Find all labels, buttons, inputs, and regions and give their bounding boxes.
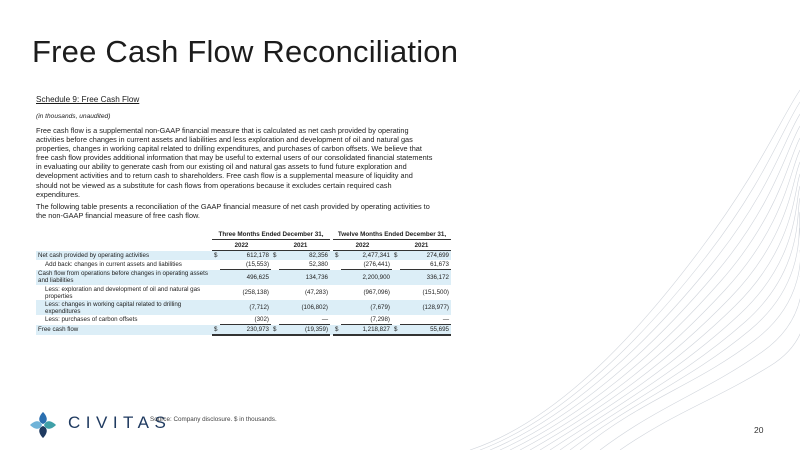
row-label: Less: changes in working capital related to drilling expenditures [36,300,212,315]
cell-value: 82,356 [279,251,330,261]
cell-value: (7,679) [341,300,392,315]
cell-value: (258,138) [242,289,269,296]
cell-value: 134,736 [279,270,330,286]
currency-symbol: $ [271,325,279,336]
cell-value: (7,712) [220,300,271,315]
cell-value: 61,673 [400,260,451,270]
schedule-title: Schedule 9: Free Cash Flow [36,95,140,104]
description-paragraph: Free cash flow is a supplemental non-GAAP financial measure that is calculated as net cash provided by operating activities before changes in current assets and liabilities and less exploration and development of oil and natural gas properties, changes in working capital related to drilling expenditures, and purchases of carbon offsets. We believe that free cash flow provides additional information that may be useful to external users of our consolidated financial statements in evaluating our ability to generate cash from our existing oil and natural gas assets to fund future exploration and development activities and to return cash to shareholders. Free cash flow is a supplemental measure of liquidity and should not be viewed as a substitute for cash flows from operations because it excludes certain required cash expenditures. [36,126,433,199]
row-label: Free cash flow [36,325,212,336]
year-header: 2022 [212,240,271,251]
cell-value: (47,283) [304,289,328,296]
cell-value: — [279,315,330,325]
cell-value: 336,172 [400,270,451,286]
cell-value: (106,802) [279,300,330,315]
table-row [36,270,451,286]
row-label: Less: exploration and development of oil and natural gas properties [45,285,201,300]
page-number: 20 [754,425,764,435]
cell-value: (302) [220,315,271,325]
table-year-header-row [36,240,451,251]
cell-value: 230,973 [220,325,271,336]
year-header: 2021 [271,240,330,251]
currency-symbol: $ [333,251,341,261]
year-header: 2021 [392,240,451,251]
cell-value: 2,200,900 [341,270,392,286]
table-intro-paragraph: The following table presents a reconciliation of the GAAP financial measure of net cash provided by operating activities to the non-GAAP financial measure of free cash flow. [36,202,430,221]
cell-value: 2,477,341 [341,251,392,261]
currency-symbol: $ [392,251,400,261]
table-row [36,325,451,336]
cell-value: (128,977) [400,300,451,315]
currency-symbol: $ [212,251,220,261]
cell-value: (967,096) [363,289,390,296]
row-label: Less: purchases of carbon offsets [45,316,138,324]
cell-value: (7,298) [341,315,392,325]
currency-symbol: $ [212,325,220,336]
currency-symbol: $ [333,325,341,336]
row-label: Net cash provided by operating activities [36,251,212,261]
table-row [36,285,451,300]
currency-symbol: $ [271,251,279,261]
cell-value: (151,500) [422,289,449,296]
cell-value: (19,359) [279,325,330,336]
row-label: Cash flow from operations before changes in operating assets and liabilities [36,270,212,286]
brand-wordmark: CIVITAS [68,413,172,432]
table-row [36,315,451,325]
units-note: (in thousands, unaudited) [36,113,111,120]
source-note: Source: Company disclosure. $ in thousands. [150,416,277,423]
cell-value: (15,553) [220,260,271,270]
free-cash-flow-table [36,229,451,336]
cell-value: 274,699 [400,251,451,261]
page-title: Free Cash Flow Reconciliation [32,34,459,69]
civitas-logo-icon [28,410,58,440]
cell-value: 52,380 [279,260,330,270]
cell-value: 496,625 [220,270,271,286]
period-header-three-months: Three Months Ended December 31, [212,229,330,240]
cell-value: 612,178 [220,251,271,261]
cell-value: 1,218,827 [341,325,392,336]
year-header: 2022 [333,240,392,251]
cell-value: — [400,315,451,325]
table-row [36,300,451,315]
cell-value: (276,441) [341,260,392,270]
row-label: Add back: changes in current assets and liabilities [45,261,182,269]
period-header-twelve-months: Twelve Months Ended December 31, [333,229,451,240]
cell-value: 55,695 [400,325,451,336]
table-row [36,251,451,261]
currency-symbol: $ [392,325,400,336]
table-row [36,260,451,270]
table-period-header-row [36,229,451,240]
